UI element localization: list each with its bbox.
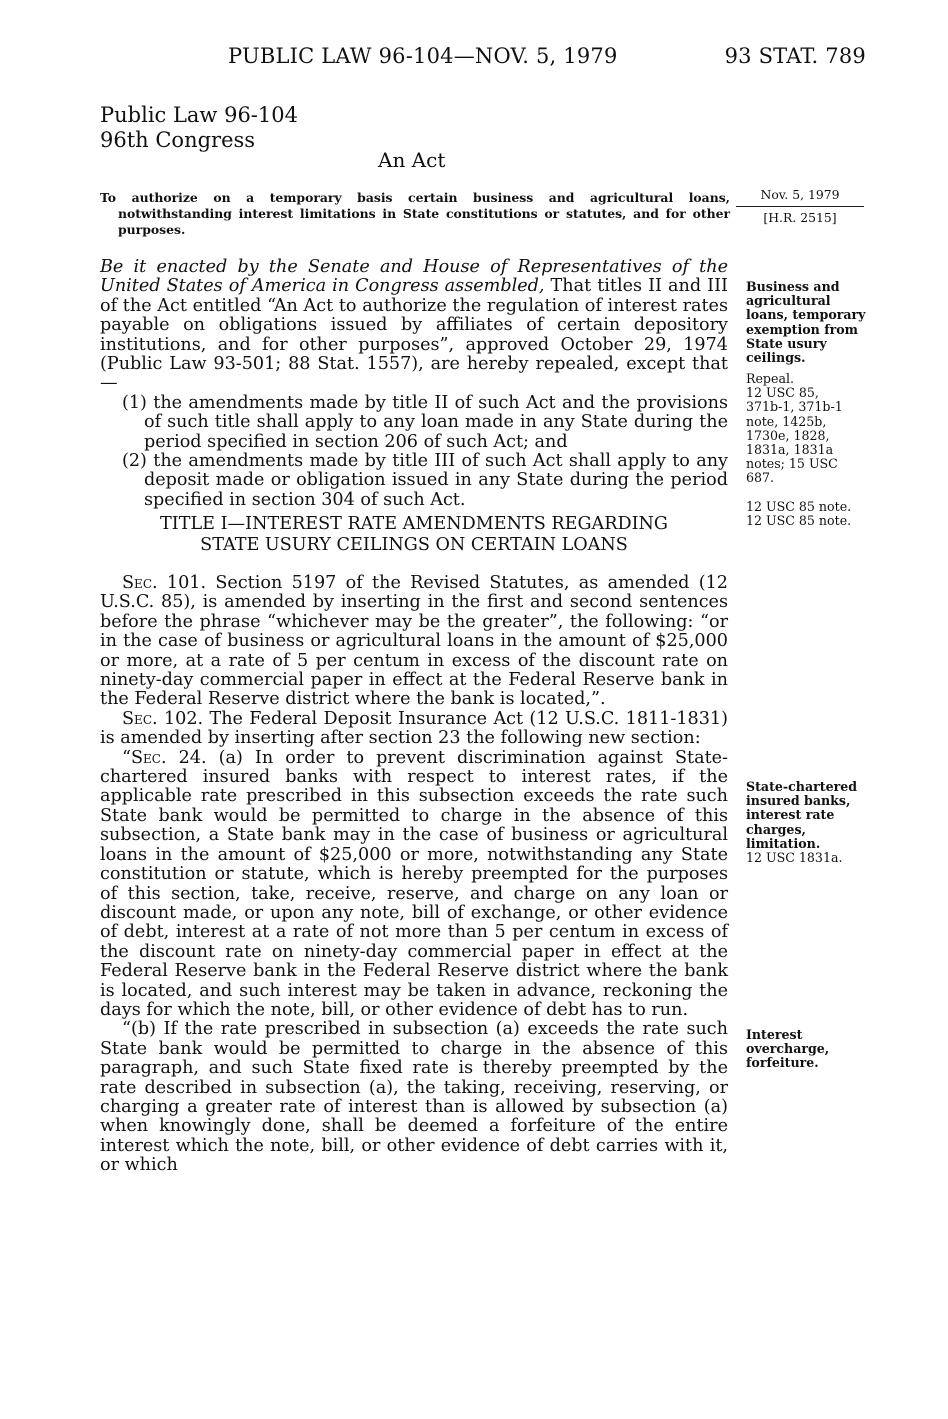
section-label: Sec bbox=[122, 573, 152, 593]
margin-note-line: Interest bbox=[746, 1027, 803, 1042]
enacting-clause bbox=[100, 258, 728, 394]
section-label: “Sec bbox=[122, 747, 161, 768]
running-header: PUBLIC LAW 96-104—NOV. 5, 1979 bbox=[228, 44, 618, 68]
margin-note-line: ceilings. bbox=[746, 350, 806, 366]
margin-note-line: 12 USC 85, bbox=[746, 385, 819, 401]
margin-note-overcharge bbox=[746, 1028, 876, 1071]
margin-note-line: forfeiture. bbox=[746, 1055, 819, 1071]
enactment-date: Nov. 5, 1979 bbox=[736, 184, 864, 207]
title-heading-line: TITLE I—INTEREST RATE AMENDMENTS REGARDING bbox=[160, 514, 668, 534]
enacting-formula: Be it enacted by the Senate and House of Representatives of the United States of America in Congress assembled, bbox=[100, 257, 728, 297]
margin-note-usc-citations bbox=[746, 500, 876, 528]
margin-note-line: loans, temporary bbox=[746, 307, 866, 323]
section-text: . 24. (a) In order to prevent discrimination against State-chartered insured banks with respect to interest rates, if the applicable rate prescribed in this subsection exceeds the rate such State bank would be permitted to charge in the absence of this subsection, a State bank may in the case of business or agricultural loans in the amount of $25,000 or more, notwithstanding any State constitution or statute, which is hereby preempted for the purposes of this section, take, receive, reserve, and charge on any loan or discount made, or upon any note, bill of exchange, or other evidence of debt, interest at a rate of not more than 5 per centum in excess of the discount rate on ninety-day commercial paper in effect at the Federal Reserve bank in the Federal Reserve district where the bank is located, and such interest may be taken in advance, reckoning the days for which the note, bill, or other evidence of debt has to run. bbox=[100, 747, 728, 1020]
section-102 bbox=[100, 710, 728, 749]
margin-note-line: overcharge, bbox=[746, 1041, 830, 1057]
margin-note-line: interest rate bbox=[746, 807, 835, 823]
margin-note-line: 12 USC 85 note. bbox=[746, 499, 852, 514]
law-identification bbox=[100, 103, 298, 153]
bill-number: [H.R. 2515] bbox=[763, 210, 837, 225]
title-heading bbox=[100, 514, 728, 556]
section-text: . 101. Section 5197 of the Revised Statutes, as amended (12 U.S.C. 85), is amended by inserting in the first and second sentences before the phrase “whichever may be the greater”, the following: “or in the case of business or agricultural loans in the amount of $25,000 or more, at a rate of 5 per centum in excess of the discount rate on ninety-day commercial paper in effect at the Federal Reserve bank in the Federal Reserve district where the bank is located,”. bbox=[100, 573, 728, 710]
list-item: (1) the amendments made by title II of such Act and the provisions of such title shall apply to any loan made in any State during the period specified in section 206 of such Act; and bbox=[122, 392, 728, 452]
margin-note-line: State-chartered bbox=[746, 779, 858, 794]
margin-note-line: agricultural bbox=[746, 293, 831, 309]
enacting-section bbox=[100, 258, 728, 510]
title-i-body bbox=[100, 574, 728, 1176]
congress-number: 96th Congress bbox=[100, 128, 256, 152]
section-24a bbox=[100, 749, 728, 1021]
enactment-date-box bbox=[736, 184, 864, 229]
enacting-text: That titles II and III of the Act entitled “An Act to authorize the regulation of interest rates payable on obligations issued by affiliates of certain depository institutions, and for other purposes”, approved October 29, 1974 (Public Law 93-501; 88 Stat. 1557), are hereby repealed, except that— bbox=[100, 276, 728, 394]
margin-note-line: State usury bbox=[746, 335, 827, 351]
section-text: . 102. The Federal Deposit Insurance Act (12 U.S.C. 1811-1831) is amended by inserting after section 23 the following new section: bbox=[100, 708, 728, 749]
margin-note-line: charges, bbox=[746, 821, 806, 837]
margin-note-line: exemption from bbox=[746, 321, 858, 337]
margin-note-repeal bbox=[746, 372, 876, 486]
public-law-number: Public Law 96-104 bbox=[100, 103, 298, 127]
purpose-clause: To authorize on a temporary basis certain business and agricultural loans, notwithstanding interest limitations in State constitutions or statutes, and for other purposes. bbox=[100, 190, 730, 237]
margin-note-line: 371b-1, 371b-1 bbox=[746, 399, 843, 415]
margin-note-line: 1730e, 1828, bbox=[746, 427, 830, 443]
page-number: 93 STAT. 789 bbox=[724, 44, 866, 68]
margin-note-line: 687. bbox=[746, 470, 775, 486]
list-item: (2) the amendments made by title III of such Act shall apply to any deposit made or obligation issued in any State during the period specified in section 304 of such Act. bbox=[122, 451, 728, 510]
margin-note-line: note, 1425b, bbox=[746, 413, 827, 429]
margin-note-business-loans bbox=[746, 280, 876, 365]
section-24b: “(b) If the rate prescribed in subsection (a) exceeds the rate such State bank would be permitted to charge in the absence of this paragraph, and such State fixed rate is thereby preempted by the rate described in subsection (a), the taking, receiving, reserving, or charging a greater rate of interest than is allowed by subsection (a) when knowingly done, shall be deemed a forfeiture of the entire interest which the note, bill, or other evidence of debt carries with it, or which bbox=[100, 1019, 728, 1176]
margin-note-line: notes; 15 USC bbox=[746, 456, 838, 472]
act-title: An Act bbox=[378, 148, 446, 172]
margin-note-line: limitation. bbox=[746, 835, 821, 851]
margin-note-line: 1831a, 1831a bbox=[746, 442, 834, 458]
margin-note-line: 12 USC 85 note. bbox=[746, 513, 852, 529]
section-label: Sec bbox=[122, 708, 152, 729]
title-heading-line: STATE USURY CEILINGS ON CERTAIN LOANS bbox=[200, 535, 628, 555]
margin-note-line: 12 USC 1831a. bbox=[746, 850, 843, 866]
margin-note-state-chartered bbox=[746, 780, 876, 865]
section-101 bbox=[100, 574, 728, 710]
margin-note-line: insured banks, bbox=[746, 793, 851, 809]
margin-note-line: Business and bbox=[746, 279, 840, 294]
margin-note-line: Repeal. bbox=[746, 371, 794, 386]
